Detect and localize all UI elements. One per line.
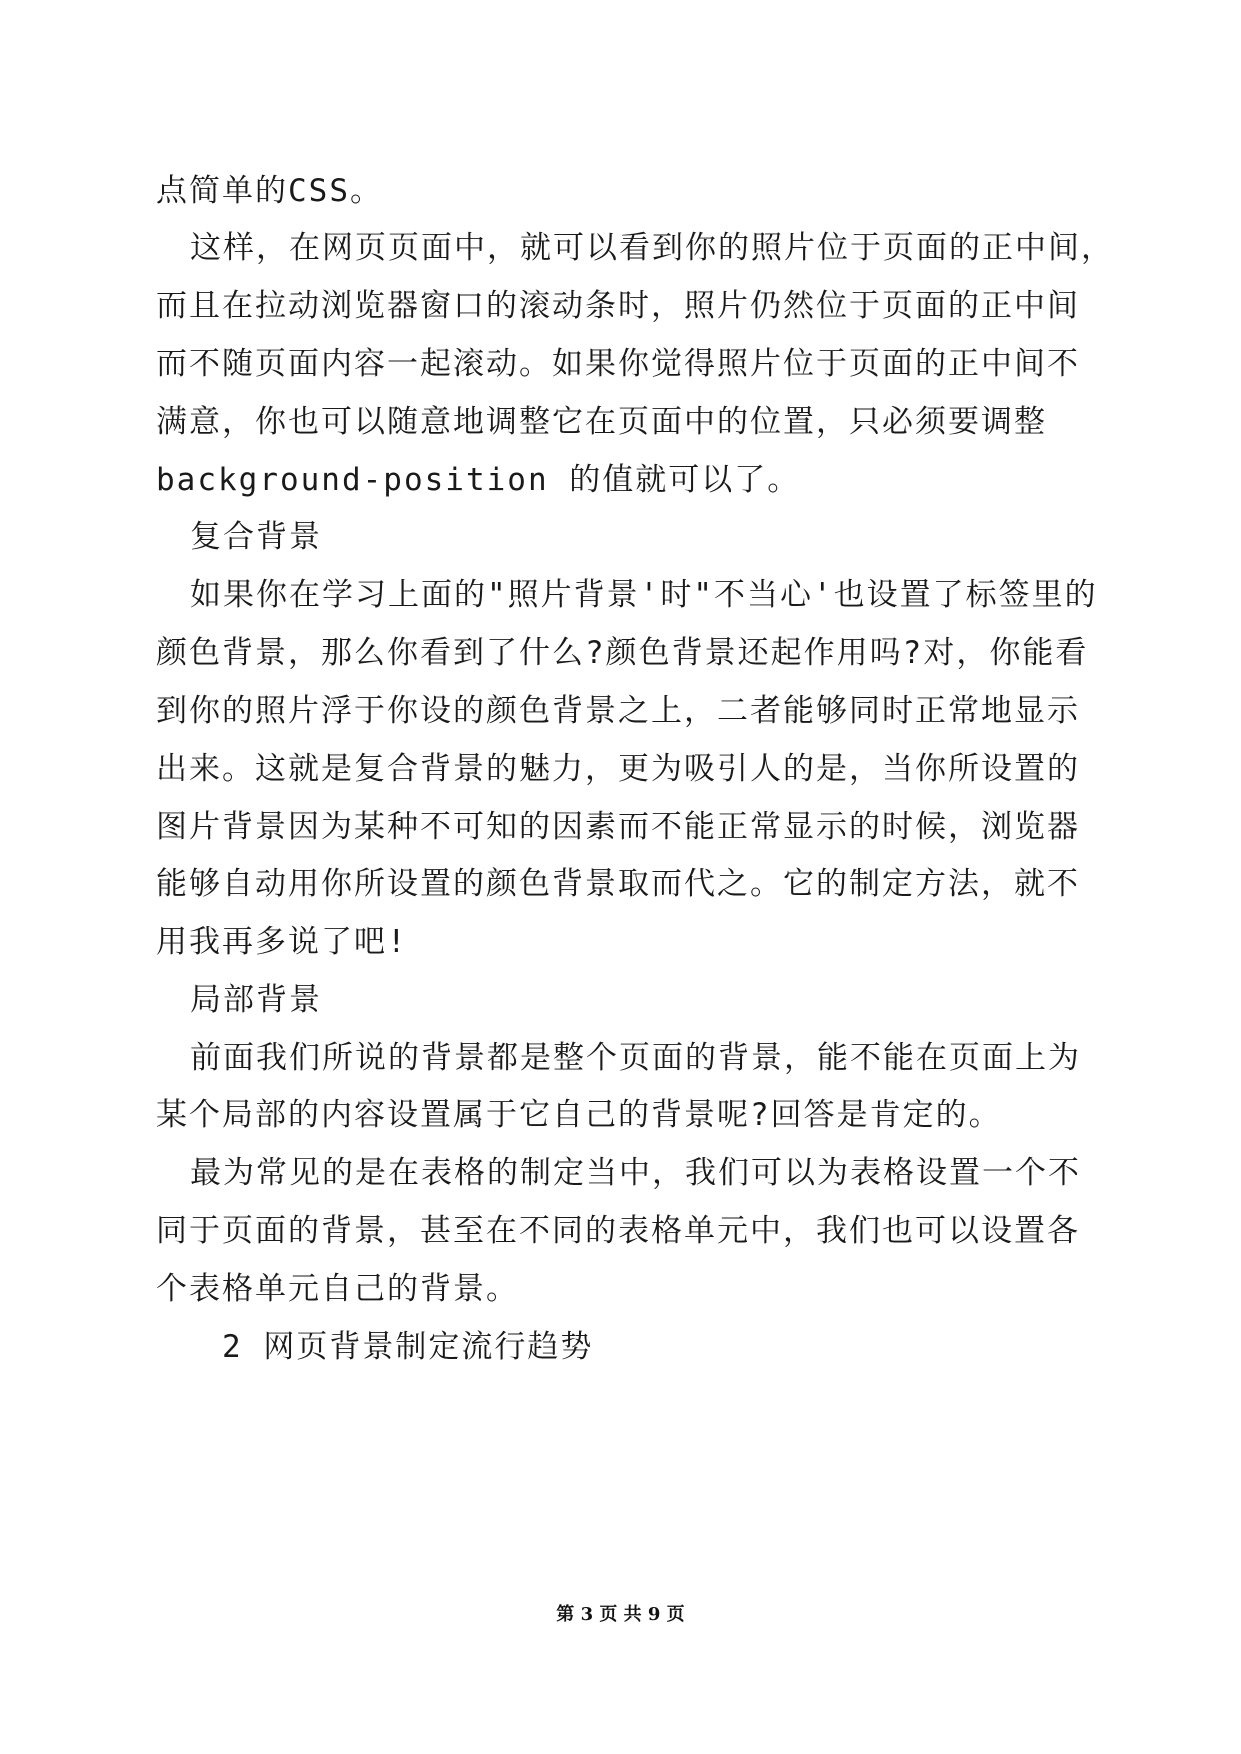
section-heading: 复合背景 (190, 519, 322, 555)
text-line: 前面我们所说的背景都是整个页面的背景，能不能在页面上为 (190, 1040, 1081, 1076)
text-line: 这样，在网页页面中，就可以看到你的照片位于页面的正中间， (190, 230, 1114, 266)
text-line: 而不随页面内容一起滚动。如果你觉得照片位于页面的正中间不 (156, 346, 1080, 382)
text-line: 如果你在学习上面的"照片背景'时"不当心'也设置了标签里的 (190, 577, 1098, 613)
text-line: 用我再多说了吧! (156, 924, 408, 960)
text-line: 个表格单元自己的背景。 (156, 1271, 519, 1307)
text-line: 某个局部的内容设置属于它自己的背景呢?回答是肯定的。 (156, 1097, 1002, 1133)
text-line: 同于页面的背景，甚至在不同的表格单元中，我们也可以设置各 (156, 1213, 1080, 1249)
text-line: 能够自动用你所设置的颜色背景取而代之。它的制定方法，就不 (156, 866, 1080, 902)
text-line: 最为常见的是在表格的制定当中，我们可以为表格设置一个不 (190, 1155, 1081, 1191)
text-line: 到你的照片浮于你设的颜色背景之上，二者能够同时正常地显示 (156, 693, 1080, 729)
text-line: background-position 的值就可以了。 (156, 462, 801, 498)
text-line: 点简单的CSS。 (156, 173, 383, 209)
text-line: 满意，你也可以随意地调整它在页面中的位置，只必须要调整 (156, 404, 1047, 440)
section-heading: 局部背景 (190, 982, 322, 1018)
text-line: 图片背景因为某种不可知的因素而不能正常显示的时候，浏览器 (156, 809, 1080, 845)
page-number-footer: 第 3 页 共 9 页 (556, 1604, 685, 1625)
text-line: 颜色背景，那么你看到了什么?颜色背景还起作用吗?对，你能看 (156, 635, 1089, 671)
section-heading: 2 网页背景制定流行趋势 (222, 1329, 594, 1365)
text-line: 出来。这就是复合背景的魅力，更为吸引人的是，当你所设置的 (156, 751, 1080, 787)
text-line: 而且在拉动浏览器窗口的滚动条时，照片仍然位于页面的正中间 (156, 288, 1080, 324)
